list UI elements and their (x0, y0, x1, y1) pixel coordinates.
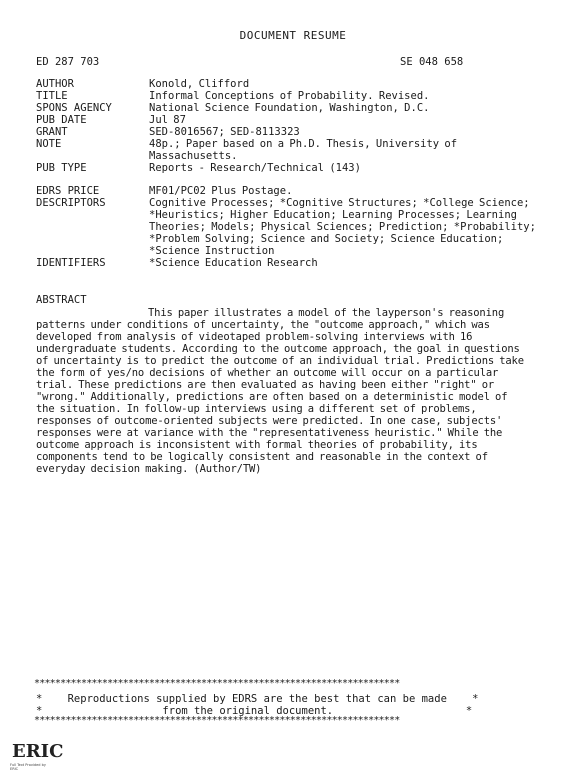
field-title (36, 90, 556, 102)
field-value: *Science Education Research (149, 257, 318, 269)
field-label: DESCRIPTORS (36, 197, 106, 209)
abstract-heading: ABSTRACT (36, 294, 87, 306)
eric-logo (10, 741, 64, 776)
eric-logo-subtitle: Full Text Provided by ERIC (10, 763, 46, 771)
field-label: TITLE (36, 90, 68, 102)
field-label: PUB DATE (36, 114, 87, 126)
spacer (36, 174, 556, 185)
field-descriptors (36, 197, 556, 257)
field-pub-date (36, 114, 556, 126)
field-value: National Science Foundation, Washington, D.C. (149, 102, 430, 114)
reproduction-note: * Reproductions supplied by EDRS are the best that can be made * (36, 693, 479, 705)
field-value: SED-8016567; SED-8113323 (149, 126, 300, 138)
field-grant (36, 126, 556, 138)
field-value: MF01/PC02 Plus Postage. (149, 185, 293, 197)
footer-border-bottom: ********************************************************************** (34, 715, 400, 726)
field-pub-type (36, 162, 556, 174)
field-note (36, 138, 556, 162)
field-label: IDENTIFIERS (36, 257, 106, 269)
field-value: Informal Conceptions of Probability. Revised. (149, 90, 430, 102)
field-edrs-price (36, 185, 556, 197)
metadata-fields (36, 78, 556, 269)
field-value: Cognitive Processes; *Cognitive Structures; *College Science; *Heuristics; Higher Education; Learning Processes; Learning Theories; Models; Physical Sciences; Prediction; *Probability; *Problem Solving; Science and Society; Science Education; *Science Instruction (149, 197, 536, 257)
field-value: Reports - Research/Technical (143) (149, 162, 361, 174)
eric-logo-text: ERIC (12, 741, 64, 762)
field-value: Jul 87 (149, 114, 186, 126)
document-title: DOCUMENT RESUME (239, 29, 347, 42)
field-label: PUB TYPE (36, 162, 87, 174)
field-label: AUTHOR (36, 78, 74, 90)
field-value: 48p.; Paper based on a Ph.D. Thesis, University of Massachusetts. (149, 138, 458, 162)
field-spons-agency (36, 102, 556, 114)
field-value: Konold, Clifford (149, 78, 250, 90)
field-label: GRANT (36, 126, 68, 138)
abstract-text: This paper illustrates a model of the layperson's reasoning patterns under conditions of uncertainty, the "outcome approach," which was developed from analysis of videotaped problem-solving interviews with 16 undergraduate students. According to the outcome approach, the goal in questions of uncertainty is to predict the outcome of an individual trial. Predictions take the form of yes/no decisions of whether an outcome will occur on a particular trial. These predictions are then evaluated as having been either "right" or "wrong." Additionally, predictions are often based on a deterministic model of the situation. In follow-up interviews using a different set of problems, responses of outcome-oriented subjects were predicted. In one case, subjects' responses were at variance with the "representativeness heuristic." While the outcome approach is inconsistent with formal theories of probability, its components tend to be logically consistent and reasonable in the context of everyday decision making. (Author/TW) (36, 307, 524, 475)
reproduction-note-continued: * from the original document. * (36, 705, 473, 717)
clearinghouse-code: SE 048 658 (400, 56, 464, 68)
field-label: SPONS AGENCY (36, 102, 112, 114)
field-label: NOTE (36, 138, 62, 150)
footer-border-top: ********************************************************************** (34, 678, 400, 689)
ed-number: ED 287 703 (36, 56, 100, 68)
field-author (36, 78, 556, 90)
field-identifiers (36, 257, 556, 269)
field-label: EDRS PRICE (36, 185, 100, 197)
